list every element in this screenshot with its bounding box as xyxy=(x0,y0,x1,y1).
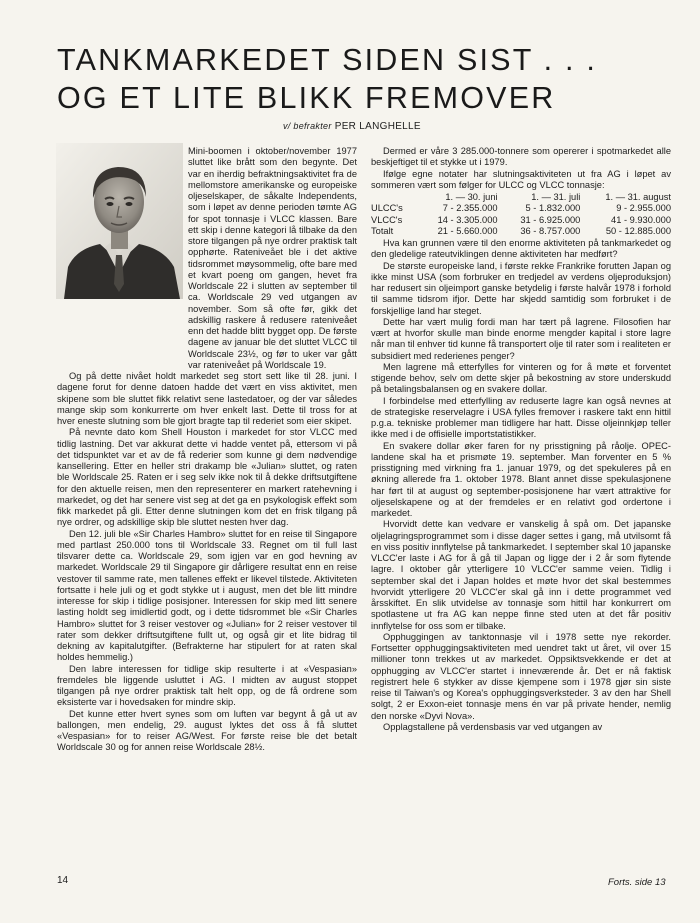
table-row xyxy=(371,215,671,226)
table-cell: 21 - 5.660.000 xyxy=(437,225,498,236)
table-cell: 41 - 9.930.000 xyxy=(611,214,671,225)
table-cell: 14 - 3.305.000 xyxy=(437,214,498,225)
right-paragraph: Dermed er våre 3 285.000-tonnere som opererer i spotmarkedet alle beskjeftiget til et stykke ut i 1979. xyxy=(371,146,671,168)
byline-prefix: v/ befrakter xyxy=(283,121,332,131)
table-cell: 36 - 8.757.000 xyxy=(520,225,581,236)
right-paragraph: Opplagstallene på verdensbasis var ved utgangen av xyxy=(383,721,603,732)
continued-note: Forts. side 13 xyxy=(608,877,666,888)
left-paragraph: Den labre interessen for tidlige skip resulterte i at «Vespasian» fremdeles ble liggende usluttet i AG. I midten av august stoppet tilgangen på nye ordrer praktisk talt helt opp, og de få ordrene som eksisterte var i hovedsaken for mindre skip. xyxy=(57,663,357,708)
left-paragraph: Og på dette nivået holdt markedet seg stort sett like til 28. juni. I dagene forut for denne datoen hadde det vært en viss aktivitet, men skipene som ble sluttet fikk relativt sene lastedatoer, og der var således mange skip som konkurrerte om hver enkelt last. Dette til tross for at hver eneste slutning som ble gjort bragte tap til rederiet som eier skipet. xyxy=(57,371,357,426)
table-header-cell xyxy=(371,192,415,203)
author-name: PER LANGHELLE xyxy=(334,121,421,132)
left-intro-paragraph: Mini-boomen i oktober/november 1977 sluttet like brått som den begynte. Det var en iherdig befraktningsaktivitet fra de mellomstore amerikanske og europeiske oljeselskaper, de såkalte Independents, som i løpet av denne perioden tømte AG for spot tonnasje i VLCC klassen. Bare ett skip i denne kategori lå tilbake da den store tilgangen på nye ordrer praktisk talt opphørte. Rateniveået ble i det aktive tidsrommet møysommelig, ofte bare med et kvart poeng om gangen, hevet fra Worldscale 22 i slutten av september til ca. Worldscale 29 ved utgangen av november. Som så ofte før, gikk det adskillig raskere å redusere rateniveået enn det hadde blitt bygget opp. De første dagene av januar ble det sluttet VLCC til Worldscale 23½, og før to uker var gått var rateniveået på Worldscale 19. xyxy=(188,146,357,370)
table-header-cell: 1. — 30. juni xyxy=(445,192,498,202)
right-paragraph: Ifølge egne notater har slutningsaktiviteten ut fra AG i løpet av sommeren vært som følger for ULCC og VLCC tonnasje: xyxy=(371,168,671,190)
right-paragraph: De største europeiske land, i første rekke Frankrike forutten Japan og ikke minst USA (som forbruker en tredjedel av verdens oljeproduksjon) har redusert sin oljeimport ganske betydelig i første halvår 1978 i forhold til samme tidsrom ifjor. Dette har skjedd samtidig som forbruket i de forskjellige land har steget. xyxy=(371,260,671,316)
table-cell: 50 - 12.885.000 xyxy=(605,225,671,236)
table-header-row xyxy=(371,192,671,203)
table-row xyxy=(371,226,671,237)
right-paragraph: Men lagrene må etterfylles for vinteren og for å møte et forventet stigende behov, selv om dette skjer på bekostning av store underskudd på betalingsbalansen og en svakere dollar. xyxy=(371,361,671,395)
page-number: 14 xyxy=(57,875,69,886)
table-cell: ULCC's xyxy=(371,203,403,214)
right-paragraph: Opphuggingen av tanktonnasje vil i 1978 sette nye rekorder. Fortsetter opphuggingsaktiviteten med uendret takt ut året, vil over 15 millioner tonn trekkes ut av markedet. Oppsiktsvekkende er det at opphugging av VLCC'er startet i inneværende år. Det er nå faktisk registrert hele 6 stykker av disse kjempene som i 1978 gjør sin siste reise til Taiwan's og Korea's opphuggingsverksteder. 3 av den har Shell solgt, 2 er Exxon-eiet tonnasje mens én var på private hender, nemlig den norske «Dyvi Nova». xyxy=(371,631,671,721)
table-cell: VLCC's xyxy=(371,214,403,225)
right-paragraph: En svakere dollar øker faren for ny prisstigning på råolje. OPEC-landene skal ha et prismøte 19. september. Man forventer en 5 % prisstigning med virkning fra 1. januar 1979, og det spekuleres på en økning allerede fra 1. oktober 1978. Blant annet disse spekulasjonene har ført til at august og september-posisjonene har vært attraktive for oljeselskapene og at der fremdeles er en relativt god ordertone i markedet. xyxy=(371,440,671,518)
table-cell: 31 - 6.925.000 xyxy=(520,214,581,225)
article-title xyxy=(57,41,657,117)
table-row xyxy=(371,203,671,214)
byline xyxy=(283,121,421,132)
table-cell: 9 - 2.955.000 xyxy=(616,203,671,214)
title-line-1: TANKMARKEDET SIDEN SIST . . . xyxy=(57,43,598,77)
fixtures-table xyxy=(371,192,671,237)
table-cell: Totalt xyxy=(371,225,394,236)
right-column xyxy=(371,146,671,733)
right-paragraph: Hva kan grunnen være til den enorme aktiviteten på tankmarkedet og den gledelige rateutviklingen denne aktiviteten har medført? xyxy=(371,238,671,260)
right-paragraph: Hvorvidt dette kan vedvare er vanskelig å spå om. Det japanske oljelagringsprogrammet som i disse dager settes i gang, må utvilsomt få en viss positiv innflytelse på tankmarkedet. I september skal 10 japanske VLCC'er laste i AG for å gå til Japan og ligge der i 2 år som flytende lagre. I oktober går ytterligere 10 VLCC'er samme veien. Tidlig i september skal det i Japan holdes et møte hvor det skal bestemmes hvorvidt ytterligere 20 VLCC'er skal gå inn i dette programmet ved årsskiftet. En slik utvidelse av tonnasje som hittil har konkurrert om spotlastene ut fra AG kan neppe finne sted uten at det får positiv innflytelse for oss som er tilbake. xyxy=(371,519,671,631)
left-paragraph: Den 12. juli ble «Sir Charles Hambro» sluttet for en reise til Singapore med partlast 250.000 tons til Worldscale 33. Regnet om til full last tilsvarer dette ca. Worldscale 29, som igjen var en god hevning av markedet. Worldscale 29 til Singapore gir dårligere resultat enn en reise vestover til samme rate, men tallenes effekt er likevel tilstede. Aktiviteten fortsatte i hele juli og et godt stykke ut i august, men det ble litt mindre interesse for skip i tidlige posisjoner. Interessen for skip med litt senere lasting holdt seg imidlertid godt, og i dette tidsrommet ble «Sir Charles Hambro» sluttet for 3 reiser vestover og «Julian» for 2 reiser vestover til rater som dekker driftsutgiftene fullt ut, og også gir et lite bidrag til dekning av kapitalutgifter. (Befrakterne har stipulert for at raten skal holdes hemmelig.) xyxy=(57,528,357,663)
table-cell: 7 - 2.355.000 xyxy=(442,203,498,214)
title-line-2: OG ET LITE BLIKK FREMOVER xyxy=(57,81,556,115)
table-cell: 5 - 1.832.000 xyxy=(525,203,581,214)
left-column xyxy=(57,146,357,754)
right-paragraph: Dette har vært mulig fordi man har tært på lagrene. Filosofien har vært at hvorfor skulle man binde enorme mengder kapital i store lagre når man til enhver tid kunne få transportert olje til rater som i realiteten er subsidiert med rederienes penger? xyxy=(371,316,671,361)
table-header-cell: 1. — 31. juli xyxy=(531,192,581,202)
left-paragraph: På nevnte dato kom Shell Houston i markedet for stor VLCC med tidlig lastning. Det var akkurat dette vi hadde ventet på, ettersom vi på det tidspunktet var et av de få rederier som kunne gi dem nødvendige kansellering. Etter en heller stri drakamp ble «Julian» sluttet, og raten ble Worldscale 25. Raten er i seg selv ikke nok til å dekke driftsutgiftene for den aktuelle reisen, men den representerer en markert ratehevning i markedet, og det har senere vist seg at det ga en psykologisk effekt som fikk markedet på gli. Etter denne slutningen kom det en frisk tilgang på nye ordrer, og adskillige skip ble sluttet nesten hver dag. xyxy=(57,427,357,528)
right-paragraph: I forbindelse med etterfylling av reduserte lagre kan også nevnes at de strategiske reservelagre i USA fylles fremover i raskere takt enn hittil p.g.a. tekniske problemer man tidligere har hatt. Disse oljeinnkjøp teller ikke med i de offisielle importstatistikker. xyxy=(371,395,671,440)
left-paragraph: Det kunne etter hvert synes som om luften var begynt å gå ut av ballongen, men endelig, 29. august lyktes det oss å få sluttet «Vespasian» for to reiser AG/West. For første reise ble det betalt Worldscale 30 og for annen reise Worldscale 28½. xyxy=(57,708,357,753)
table-header-cell: 1. — 31. august xyxy=(605,192,671,202)
